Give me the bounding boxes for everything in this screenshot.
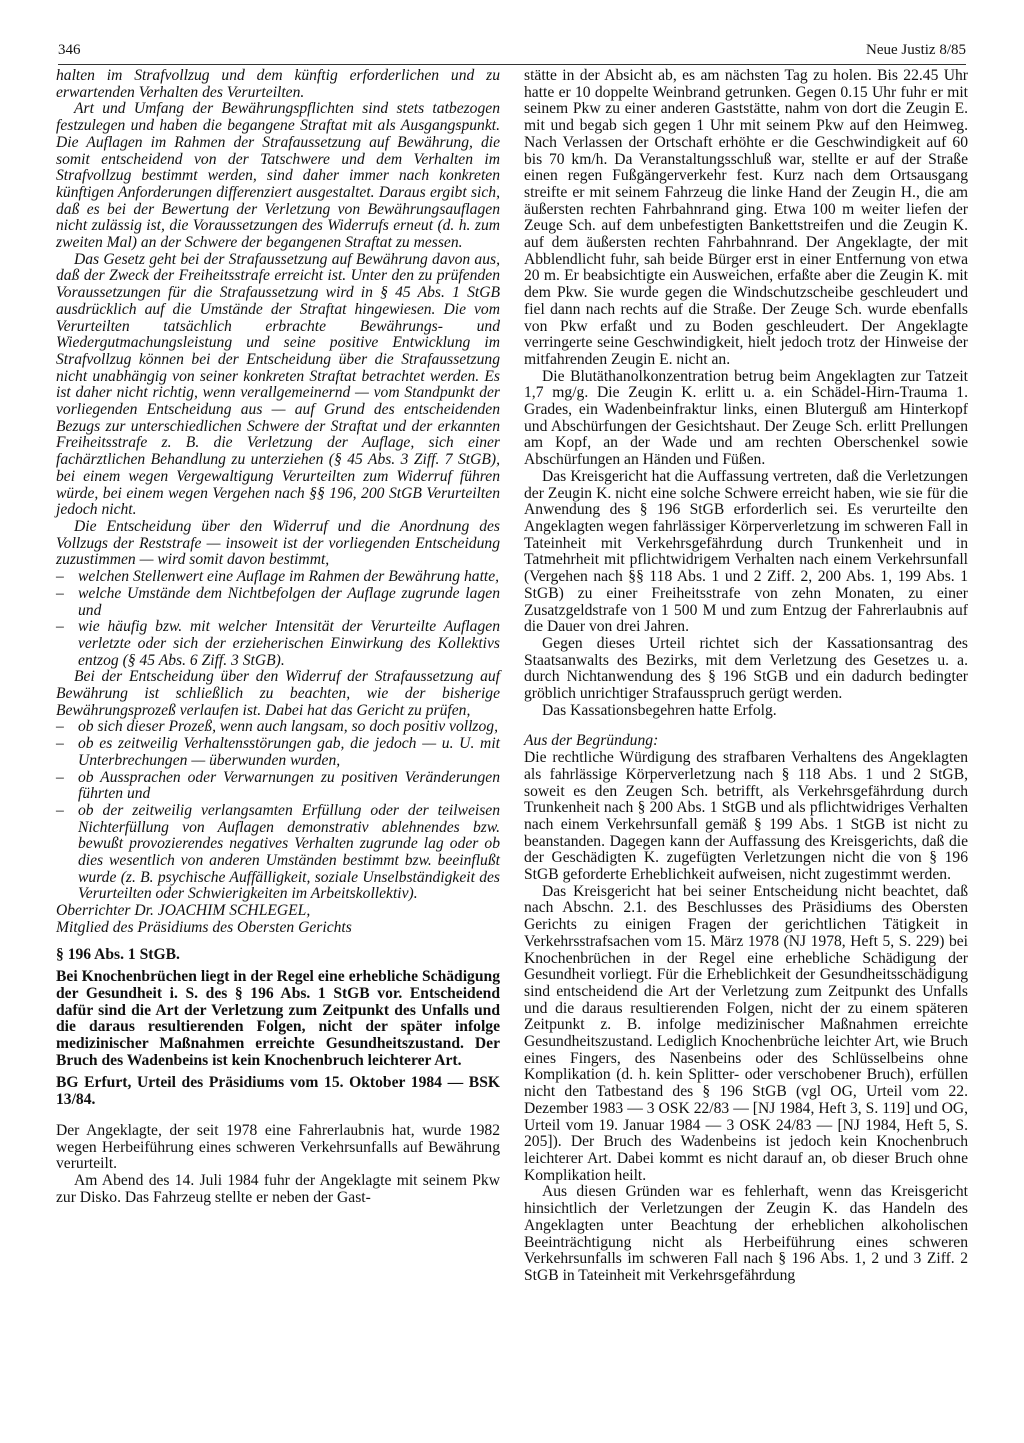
- list-item: – ob Aussprachen oder Verwarnungen zu positiven Veränderungen führten und: [56, 770, 500, 803]
- paragraph: Die Entscheidung über den Widerruf und die Anordnung des Vollzugs der Reststrafe — insoweit ist der vorliegenden Entscheidung zuzustimmen — wird somit davon bestimmt,: [56, 517, 500, 569]
- right-column: [524, 68, 968, 1285]
- paragraph: Das Kassationsbegehren hatte Erfolg.: [542, 701, 777, 719]
- paragraph: Die rechtliche Würdigung des strafbaren Verhaltens des Angeklagten als fahrlässige Körperverletzung nach § 118 Abs. 1 und 2 StGB, soweit es den Zeugen Sch. betrifft, als Verkehrsgefährdung durch Trunkenheit nach § 200 Abs. 1 StGB und als pflichtwidriges Verhalten nach einem Verkehrsunfall gemäß § 199 Abs. 1 StGB ist nicht zu beanstanden. Dagegen kann der Auffassung des Kreisgerichts, daß die der Geschädigten K. zugefügten Verletzungen nicht die von § 196 StGB geforderte Erheblichkeit aufweisen, nicht zugestimmt werden.: [524, 749, 968, 884]
- paragraph: Aus diesen Gründen war es fehlerhaft, wenn das Kreisgericht hinsichtlich der Verletzungen der Zeugin K. das Handeln des Angeklagten unter Beachtung der erheblichen alkoholischen Beeinträchtigung nicht als Herbeiführung eines schweren Verkehrsunfalls im schweren Fall nach § 196 Abs. 1, 2 und 3 Ziff. 2 StGB in Tateinheit mit Verkehrsgefährdung: [524, 1183, 968, 1284]
- paragraph: Am Abend des 14. Juli 1984 fuhr der Angeklagte mit seinem Pkw zur Disko. Das Fahrzeug stellte er neben der Gast-: [56, 1172, 500, 1206]
- list-item: – ob sich dieser Prozeß, wenn auch langsam, so doch positiv vollzog,: [56, 719, 500, 736]
- list-item: – ob der zeitweilig verlangsamten Erfüllung oder der teilweisen Nichterfüllung von Auflagen demonstrativ ablehnendes bzw. bewußt provozierendes negatives Verhalten zugrunde lag oder ob dies wesentlich von anderen Umständen bestimmt bzw. beeinflußt wurde (z. B. psychische Auffälligkeit, soziale Unselbständigkeit des Verurteilten oder Schwierigkeiten im Arbeitskollektiv).: [56, 803, 500, 903]
- paragraph: Gegen dieses Urteil richtet sich der Kassationsantrag des Staatsanwalts des Bezirks, mit dem Verletzung des Gesetzes u. a. durch Nichtanwendung des § 196 StGB und ein dadurch bedingter gröblich unrichtiger Strafausspruch gerügt werden.: [524, 634, 968, 703]
- list-item: – welchen Stellenwert eine Auflage im Rahmen der Bewährung hatte,: [56, 569, 500, 586]
- paragraph: Die Blutäthanolkonzentration betrug beim Angeklagten zur Tatzeit 1,7 mg/g. Die Zeugin K. erlitt u. a. ein Schädel-Hirn-Trauma 1. Grades, ein Wadenbeinfraktur links, einen Bluterguß am Hinterkopf und Abschürfungen der Gesichtshaut. Der Zeuge Sch. erlitt Prellungen am Kopf, an der Wade und am rechten Oberschenkel sowie Abschürfungen an Händen und Füßen.: [524, 367, 968, 469]
- list-item: – wie häufig bzw. mit welcher Intensität der Verurteilte Auflagen verletzte oder sich der erzieherischen Einwirkung des Kollektivs entzog (§ 45 Abs. 6 Ziff. 3 StGB).: [56, 619, 500, 669]
- paragraph: Bei der Entscheidung über den Widerruf der Strafaussetzung auf Bewährung ist schließlich zu beachten, wie der bisherige Bewährungsprozeß verlaufen ist. Dabei hat das Gericht zu prüfen,: [56, 668, 500, 719]
- list-item: – ob es zeitweilig Verhaltensstörungen gab, die jedoch — u. U. mit Unterbrechungen — überwunden wurden,: [56, 736, 500, 769]
- paragraph: Der Angeklagte, der seit 1978 eine Fahrerlaubnis hat, wurde 1982 wegen Herbeiführung eines schweren Verkehrsunfalls auf Bewährung verurteilt.: [56, 1121, 500, 1173]
- statute-reference: § 196 Abs. 1 StGB.: [56, 945, 180, 963]
- paragraph: Art und Umfang der Bewährungspflichten sind stets tatbezogen festzulegen und haben die begangene Straftat mit als Ausgangspunkt. Die Auflagen im Rahmen der Strafaussetzung auf Bewährung, die somit entscheidend von der Tatschwere und dem Verhalten im Strafvollzug bestimmt werden, sind daher immer nach konkreten künftigen Anforderungen differenziert ausgestaltet. Daraus ergibt sich, daß es bei der Bewertung der Verletzung von Bewährungsauflagen nicht zulässig ist, die Voraussetzungen des Widerrufs erneut (d. h. zum zweiten Mal) an der Schwere der begangenen Straftat zu messen.: [56, 100, 500, 252]
- paragraph: halten im Strafvollzug und dem künftig erforderlichen und zu erwartenden Verhalten des Verurteilten.: [56, 67, 500, 101]
- page-number: 346: [58, 42, 81, 58]
- list-item: – welche Umstände dem Nichtbefolgen der Auflage zugrunde lagen und: [56, 586, 500, 619]
- paragraph: Das Gesetz geht bei der Strafaussetzung auf Bewährung davon aus, daß der Zweck der Freiheitsstrafe erreicht ist. Unter den zu prüfenden Voraussetzungen für die Strafaussetzung wird in § 45 Abs. 1 StGB ausdrücklich auf die Umstände der Straftat hingewiesen. Die vom Verurteilten tatsächlich erbrachte Bewährungs- und Wiedergutmachungsleistung und seine positive Entwicklung im Strafvollzug können bei der Entscheidung über die Strafaussetzung nicht unabhängig von seiner konkreten Straftat betrachtet werden. Es ist daher nicht richtig, wenn verallgemeinernd — vom Standpunkt der vorliegenden Entscheidung aus — auf Grund des entscheidenden Bezugs zur unterschiedlichen Schwere der Straftat und der erkannten Freiheitsstrafe z. B. die Verletzung der Auflage, sich einer fachärztlichen Behandlung zu unterziehen (§ 45 Abs. 3 Ziff. 7 StGB), bei einem wegen Vergewaltigung Verurteilten zum Widerruf führen würde, bei einem wegen Vergehen nach §§ 196, 200 StGB Verurteilten jedoch nicht.: [56, 250, 500, 519]
- criteria-list: [56, 569, 500, 669]
- paragraph: Das Kreisgericht hat die Auffassung vertreten, daß die Verletzungen der Zeugin K. nicht eine solche Schwere erreicht haben, wie sie für die Anwendung des § 196 StGB erforderlich sei. Es verurteilte den Angeklagten wegen fahrlässiger Körperverletzung im schweren Fall in Tateinheit mit Verkehrsgefährdung durch Trunkenheit und in Tatmehrheit mit pflichtwidrigem Verhalten nach einem Verkehrsunfall (Vergehen nach §§ 118 Abs. 1 und 2 Ziff. 2, 200 Abs. 1, 199 Abs. 1 StGB) zu einer Freiheitsstrafe von zehn Monaten, zu einer Zusatzgeldstrafe von 1 500 M und zum Entzug der Fahrerlaubnis auf die Dauer von drei Jahren.: [524, 467, 968, 636]
- author-signature: [56, 903, 500, 936]
- author-title: Mitglied des Präsidiums des Obersten Gerichts: [56, 918, 352, 936]
- review-list: [56, 719, 500, 903]
- section-heading: Aus der Begründung:: [524, 732, 659, 750]
- left-column: [56, 68, 500, 1206]
- paragraph: Das Kreisgericht hat bei seiner Entscheidung nicht beachtet, daß nach Abschn. 2.1. des Beschlusses des Präsidiums des Obersten Gerichts zu einigen Fragen der gerichtlichen Tätigkeit in Verkehrsstrafsachen vom 15. März 1978 (NJ 1978, Heft 5, S. 229) bei Knochenbrüchen in der Regel eine erhebliche Schädigung der Gesundheit vorliegt. Für die Erheblichkeit der Gesundheitsschädigung sind entscheidend die Art der Verletzung zum Zeitpunkt des Unfalls und die daraus resultierenden Folgen, nicht der zu einem späteren Zeitpunkt z. B. infolge medizinischer Maßnahmen erreichte Gesundheitszustand. Lediglich Knochenbrüche leichter Art, wie Bruch eines Fingers, des Nasenbeins oder des Schlüsselbeins ohne Komplikation (d. h. kein Splitter- oder verschobener Bruch), erfüllen nicht den Tatbestand des § 196 StGB (vgl OG, Urteil vom 22. Dezember 1983 — 3 OSK 22/83 — [NJ 1984, Heft 3, S. 119] und OG, Urteil vom 19. Januar 1984 — 3 OSK 24/83 — [NJ 1984, Heft 5, S. 205]). Der Bruch des Wadenbeins ist jedoch kein Knochenbruch leichterer Art. Dabei kommt es nicht darauf an, ob dieser Bruch ohne Komplikation heilt.: [524, 882, 968, 1184]
- journal-issue: Neue Justiz 8/85: [866, 42, 966, 58]
- headnote: Bei Knochenbrüchen liegt in der Regel eine erhebliche Schädigung der Gesundheit i. S. des § 196 Abs. 1 StGB vor. Entscheidend dafür sind die Art der Verletzung zum Zeitpunkt des Unfalls und die daraus resultierenden Folgen, nicht der später infolge medizinischer Maßnahmen erreichte Gesundheitszustand. Der Bruch des Wadenbeins ist kein Knochenbruch leichterer Art.: [56, 968, 500, 1069]
- paragraph: stätte in der Absicht ab, es am nächsten Tag zu holen. Bis 22.45 Uhr hatte er 10 doppelte Weinbrand getrunken. Gegen 0.15 Uhr fuhr er mit seinem Pkw zu einer anderen Gaststätte, nahm von dort die Zeugin E. mit und begab sich gegen 1 Uhr mit seinem Pkw auf den Heimweg. Nach Verlassen der Ortschaft erhöhte er die Geschwindigkeit auf 60 bis 70 km/h. Da Veranstaltungsschluß war, stellte er auf der Straße einen regen Fußgängerverkehr fest. Kurz nach dem Ortsausgang streifte er mit seinem Fahrzeug die linke Hand der Zeugin H., die am äußersten rechten Fahrbahnrand ging. Etwa 100 m weiter liefen der Zeuge Sch. auf dem unbefestigten Bankettstreifen und die Zeugin K. auf dem äußersten rechten Fahrbahnrand. Der Angeklagte, der mit Abblendlicht fuhr, sah beide Bürger erst in einer Entfernung von etwa 20 m. Er beabsichtigte ein Ausweichen, erfaßte aber die Zeugin K. mit dem Pkw. Sie wurde gegen die Windschutzscheibe geschleudert und fiel dann nach rechts auf die Straße. Der Zeuge Sch. wurde ebenfalls von Pkw erfaßt und zu Boden geschleudert. Der Angeklagte verringerte seine Geschwindigkeit, hielt jedoch trotz der Hinweise der mitfahrenden Zeugin E. nicht an.: [524, 67, 968, 368]
- page-header: [58, 40, 966, 65]
- author-name: Oberrichter Dr. JOACHIM SCHLEGEL,: [56, 902, 311, 920]
- court-citation: BG Erfurt, Urteil des Präsidiums vom 15. Oktober 1984 — BSK 13/84.: [56, 1074, 500, 1109]
